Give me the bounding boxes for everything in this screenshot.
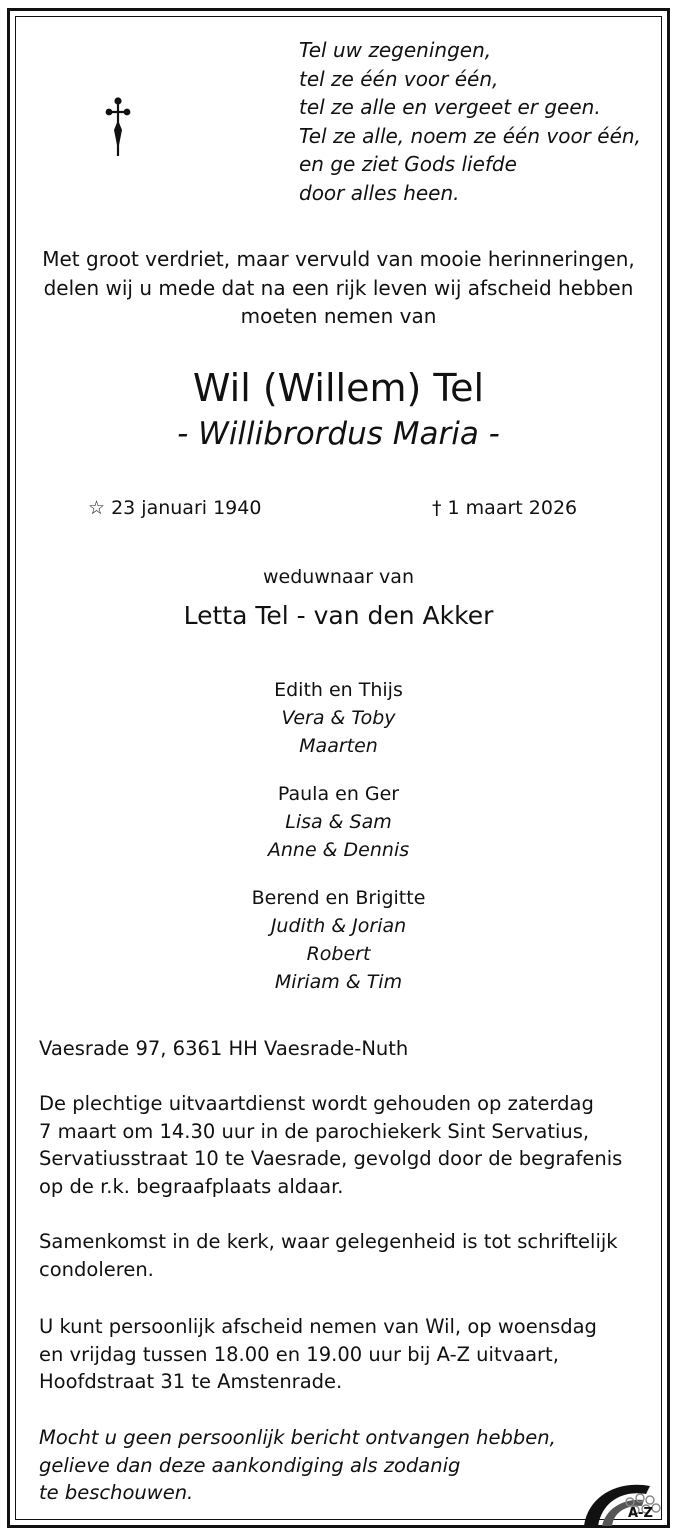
visitation-line: Hoofdstraat 31 te Amstenrade. — [39, 1370, 343, 1393]
family-grandchildren: Miriam & Tim — [274, 971, 403, 993]
family-group — [20, 780, 657, 864]
family-grandchildren: Vera & Toby — [281, 707, 396, 729]
family-group — [20, 676, 657, 760]
closing-line: gelieve dan deze aankondiging als zodanig — [39, 1453, 461, 1477]
intro-text — [20, 245, 657, 331]
cross-icon — [103, 96, 133, 158]
poem-line: door alles heen. — [299, 180, 460, 205]
deceased-name: Wil (Willem) Tel — [192, 366, 485, 410]
intro-line: moeten nemen van — [240, 304, 437, 328]
poem-line: tel ze één voor één, — [299, 66, 499, 91]
death-date: † 1 maart 2026 — [432, 497, 578, 519]
poem-line: tel ze alle en vergeet er geen. — [299, 95, 601, 119]
gathering-line: Samenkomst in de kerk, waar gelegenheid is tot schriftelijk — [39, 1230, 618, 1253]
poem-line: Tel ze alle, noem ze één voor één, — [299, 123, 641, 148]
visitation-info — [39, 1313, 639, 1396]
intro-line: delen wij u mede dat na een rijk leven wij afscheid hebben — [43, 275, 634, 300]
closing-line: Mocht u geen persoonlijk bericht ontvangen hebben, — [39, 1426, 556, 1449]
service-line: 7 maart om 14.30 uur in de parochiekerk Sint Servatius, — [39, 1119, 590, 1143]
visitation-line: en vrijdag tussen 18.00 en 19.00 uur bij A-Z uitvaart, — [39, 1342, 559, 1366]
address-line: Vaesrade 97, 6361 HH Vaesrade-Nuth — [39, 1037, 409, 1060]
funeral-service-info — [39, 1090, 639, 1200]
family-grandchildren: Judith & Jorian — [270, 915, 407, 937]
family-group — [20, 884, 657, 996]
gathering-info — [39, 1228, 639, 1283]
poem-line: Tel uw zegeningen, — [299, 38, 492, 62]
spouse-name: Letta Tel - van den Akker — [183, 601, 494, 630]
family-grandchildren: Lisa & Sam — [285, 811, 392, 833]
family-parents: Paula en Ger — [277, 783, 400, 805]
closing-line: te beschouwen. — [39, 1481, 194, 1504]
service-line: De plechtige uitvaartdienst wordt gehouden op zaterdag — [39, 1092, 594, 1115]
logo-text: A-Z — [628, 1506, 653, 1521]
closing-note — [39, 1424, 639, 1507]
family-list — [20, 676, 657, 1016]
poem-line: en ge ziet Gods liefde — [299, 152, 517, 176]
family-grandchildren: Robert — [306, 943, 371, 965]
service-line: Servatiusstraat 10 te Vaesrade, gevolgd door de begrafenis — [39, 1147, 623, 1170]
widower-label: weduwnaar van — [263, 566, 414, 588]
deceased-full-name: - Willibrordus Maria - — [177, 416, 500, 452]
family-parents: Berend en Brigitte — [251, 887, 426, 909]
poem — [299, 36, 659, 207]
family-parents: Edith en Thijs — [274, 679, 403, 701]
home-address — [39, 1035, 639, 1063]
service-line: op de r.k. begraafplaats aldaar. — [39, 1174, 344, 1198]
intro-line: Met groot verdriet, maar vervuld van mooie herinneringen, — [42, 247, 635, 271]
family-grandchildren: Anne & Dennis — [267, 839, 410, 861]
birth-date: ☆ 23 januari 1940 — [88, 497, 262, 519]
gathering-line: condoleren. — [39, 1257, 154, 1281]
family-grandchildren: Maarten — [299, 735, 378, 757]
visitation-line: U kunt persoonlijk afscheid nemen van Wil, op woensdag — [39, 1315, 597, 1338]
